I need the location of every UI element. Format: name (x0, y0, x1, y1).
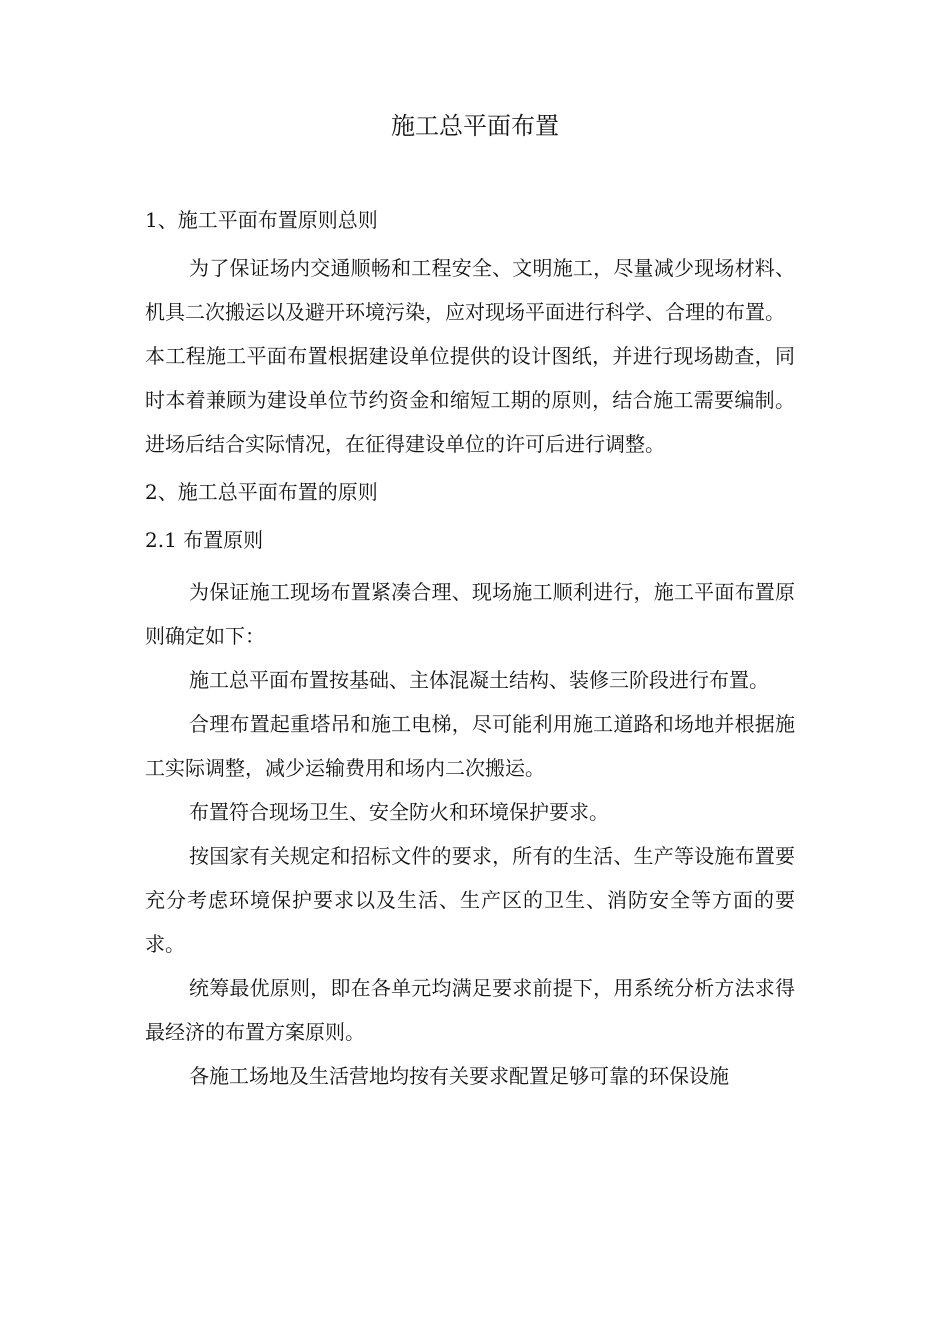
principle-paragraph: 施工总平面布置按基础、主体混凝土结构、装修三阶段进行布置。 (189, 668, 769, 692)
principle-paragraph: 各施工场地及生活营地均按有关要求配置足够可靠的环保设施 (189, 1064, 729, 1088)
principle-paragraph: 为保证施工现场布置紧凑合理、现场施工顺利进行，施工平面布置原则确定如下： (145, 580, 795, 648)
principle-paragraph: 统筹最优原则，即在各单元均满足要求前提下，用系统分析方法求得最经济的布置方案原则。 (145, 976, 795, 1044)
section-1-paragraph-1: 为了保证场内交通顺畅和工程安全、文明施工，尽量减少现场材料、机具二次搬运以及避开环境污染，应对现场平面进行科学、合理的布置。 (145, 256, 795, 324)
section-2-1-heading: 2.1 布置原则 (145, 528, 264, 552)
section-2-heading: 2、施工总平面布置的原则 (145, 480, 378, 504)
principle-paragraph: 按国家有关规定和招标文件的要求，所有的生活、生产等设施布置要充分考虑环境保护要求以及生活、生产区的卫生、消防安全等方面的要求。 (145, 844, 795, 956)
principle-paragraph: 合理布置起重塔吊和施工电梯，尽可能利用施工道路和场地并根据施工实际调整，减少运输费用和场内二次搬运。 (145, 712, 795, 780)
section-1-paragraph-2: 本工程施工平面布置根据建设单位提供的设计图纸，并进行现场勘查，同时本着兼顾为建设单位节约资金和缩短工期的原则，结合施工需要编制。进场后结合实际情况，在征得建设单位的许可后进行调整。 (145, 344, 795, 456)
section-1-heading: 1、施工平面布置原则总则 (145, 208, 378, 232)
principle-paragraph: 布置符合现场卫生、安全防火和环境保护要求。 (189, 800, 609, 824)
document-body (145, 198, 795, 1098)
document-title: 施工总平面布置 (391, 112, 559, 140)
